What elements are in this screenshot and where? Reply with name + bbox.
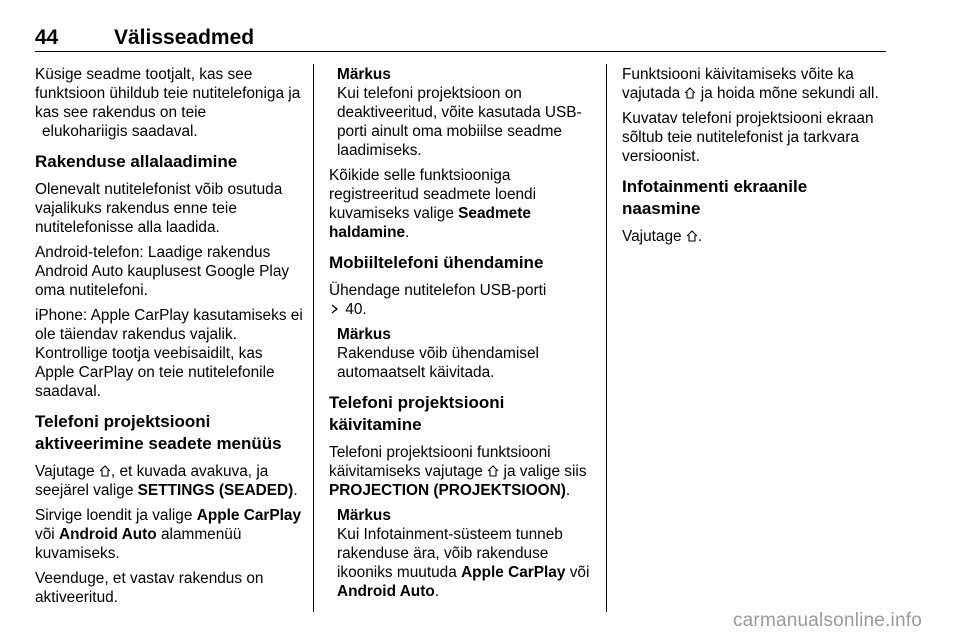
note-autostart: Märkus Rakenduse võib ühendamisel automaatselt käivitada. bbox=[337, 326, 539, 381]
paragraph-settings: Vajutage , et kuvada avakuva, ja seejärel valige SETTINGS (SEADED). bbox=[35, 463, 298, 499]
home-icon bbox=[99, 465, 111, 477]
column-1 bbox=[35, 65, 303, 613]
column-divider-2 bbox=[606, 64, 607, 612]
paragraph-device-list: Kõikide selle funktsiooniga registreeritud seadmete loendi kuvamiseks valige Seadmete haldamine. bbox=[329, 167, 537, 241]
paragraph-start: Telefoni projektsiooni funktsiooni käivitamiseks vajutage ja valige siis PROJECTION (PROJEKTSIOON). bbox=[329, 444, 587, 499]
note-app-icon: Märkus Kui Infotainment-süsteem tunneb rakenduse ära, võib rakenduse ikooniks muutuda Apple CarPlay või Android Auto. bbox=[337, 507, 590, 600]
page-number: 44 bbox=[35, 26, 59, 49]
heading-activate: Telefoni projektsiooni aktiveerimine seadete menüüs bbox=[35, 412, 282, 453]
page-header bbox=[35, 26, 887, 54]
header-rule bbox=[35, 51, 886, 52]
paragraph-display: Kuvatav telefoni projektsiooni ekraan sõltub teie nutitelefonist ja tarkvara versioonist. bbox=[622, 110, 874, 165]
paragraph-submenu: Sirvige loendit ja valige Apple CarPlay või Android Auto alammenüü kuvamiseks. bbox=[35, 507, 302, 562]
heading-return: Infotainmenti ekraanile naasmine bbox=[622, 177, 808, 218]
watermark: carmanualsonline.info bbox=[732, 610, 922, 631]
paragraph-return: Vajutage . bbox=[622, 228, 703, 245]
heading-download: Rakenduse allalaadimine bbox=[35, 152, 238, 171]
note-usb: Märkus Kui telefoni projektsioon on deaktiveeritud, võite kasutada USB- porti ainult oma mobiilse seadme laadimiseks. bbox=[337, 66, 582, 159]
paragraph-connect: Ühendage nutitelefon USB-porti 40. bbox=[329, 282, 547, 318]
home-icon bbox=[487, 465, 499, 477]
heading-start: Telefoni projektsiooni käivitamine bbox=[329, 393, 505, 434]
home-icon bbox=[684, 87, 696, 99]
column-divider-1 bbox=[313, 64, 314, 612]
intro-paragraph: Küsige seadme tootjalt, kas see funktsioon ühildub teie nutitelefoniga ja kas see rakendus on teie elukohariigis saadaval. bbox=[35, 66, 301, 140]
paragraph-iphone: iPhone: Apple CarPlay kasutamiseks ei ole täiendav rakendus vajalik. Kontrollige tootja veebisaidilt, kas Apple CarPlay on teie nutitelefonile saadaval. bbox=[35, 307, 303, 400]
paragraph-hold: Funktsiooni käivitamiseks võite ka vajutada ja hoida mõne sekundi all. bbox=[622, 66, 879, 102]
home-icon bbox=[686, 230, 698, 242]
chapter-title: Välisseadmed bbox=[114, 26, 255, 49]
paragraph-android: Android-telefon: Laadige rakendus Android Auto kauplusest Google Play oma nutitelefoni. bbox=[35, 244, 290, 299]
page-reference-icon bbox=[329, 303, 341, 315]
paragraph-download: Olenevalt nutitelefonist võib osutuda vajalikuks rakendus enne teie nutitelefonisse alla laadida. bbox=[35, 181, 283, 236]
column-3 bbox=[622, 65, 890, 252]
heading-connect: Mobiiltelefoni ühendamine bbox=[329, 253, 544, 272]
paragraph-verify: Veenduge, et vastav rakendus on aktiveeritud. bbox=[35, 570, 264, 606]
column-2 bbox=[329, 65, 597, 607]
